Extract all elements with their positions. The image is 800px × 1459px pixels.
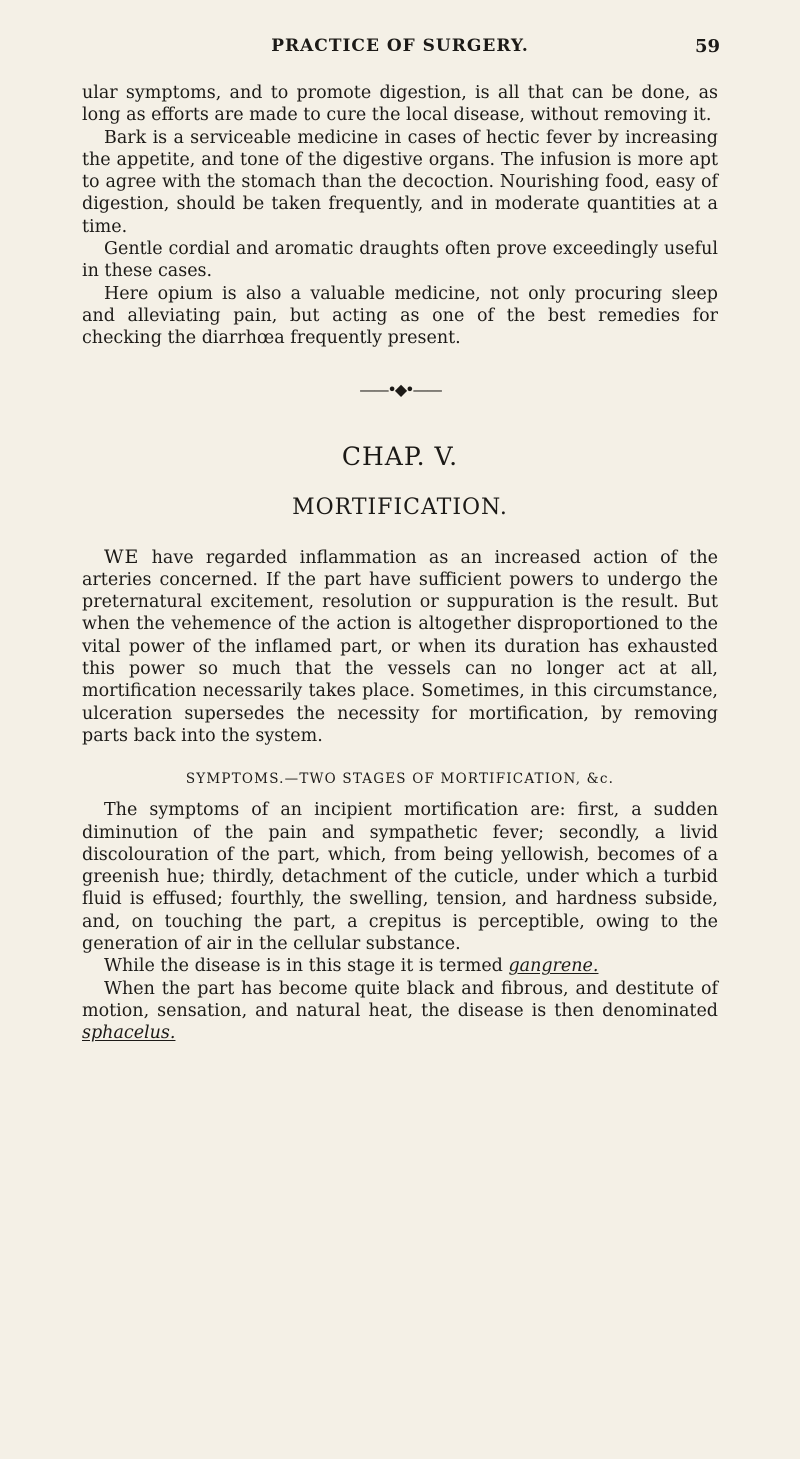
section-ornament: ——•◆•——: [359, 379, 441, 399]
paragraph-symptoms: The symptoms of an incipient mortification are: first, a sudden diminution of the pain and sympathetic fever; secondly, a livid discolouration of the part, which, from being yellowish, becomes of a greenish hue; thirdly, detachment of the cuticle, under which a turbid fluid is effused; fourthly, the swelling, tension, and hardness subside, and, on touching the part, a crepitus is perceptible, owing to the generation of air in the cellular substance.: [82, 800, 718, 955]
running-title: PRACTICE OF SURGERY.: [271, 36, 529, 56]
page-number: 59: [694, 36, 720, 57]
paragraph-cordial: Gentle cordial and aromatic draughts often prove exceedingly useful in these cases.: [82, 239, 718, 282]
intro-text: have regarded inflammation as an increased action of the arteries concerned. If the part have sufficient powers to undergo the preternatural excitement, resolution or suppuration is the result. But when the vehemence of the action is altogether disproportioned to the vital power of the inflamed part, or when its duration has exhausted this power so much that the vessels can no longer act at all, mortification necessarily takes place. Sometimes, in this circumstance, ulceration supersedes the necessity for mortification, by removing parts back into the system.: [82, 547, 718, 746]
term-sphacelus: sphacelus.: [82, 1023, 176, 1044]
body-text: [82, 82, 718, 1045]
paragraph-opium: Here opium is also a valuable medicine, not only procuring sleep and alleviating pain, but acting as one of the best remedies for checking the diarrhœa frequently present.: [82, 283, 718, 349]
section-heading: SYMPTOMS.—TWO STAGES OF MORTIFICATION, &c.: [185, 771, 615, 788]
chapter-number: CHAP. V.: [341, 441, 459, 471]
sphacelus-text: When the part has become quite black and fibrous, and destitute of motion, sensation, and natural heat, the disease is then denominated: [82, 978, 718, 1021]
running-head: [80, 36, 720, 66]
paragraph-continuation: ular symptoms, and to promote digestion, is all that can be done, as long as efforts are made to cure the local disease, without removing it.: [82, 83, 718, 126]
paragraph-sphacelus: [82, 978, 718, 1045]
intro-dropcap: WE: [104, 545, 140, 568]
chapter-title: MORTIFICATION.: [292, 494, 508, 520]
paragraph-chapter-intro: [82, 546, 718, 748]
paragraph-gangrene: [82, 955, 718, 977]
gangrene-text: While the disease is in this stage it is termed: [104, 956, 509, 977]
term-gangrene: gangrene.: [508, 956, 599, 977]
paragraph-bark: Bark is a serviceable medicine in cases of hectic fever by increasing the appetite, and tone of the digestive organs. The infusion is more apt to agree with the stomach than the decoction. Nourishing food, easy of digestion, should be taken frequently, and in moderate quantities at a time.: [82, 127, 718, 237]
